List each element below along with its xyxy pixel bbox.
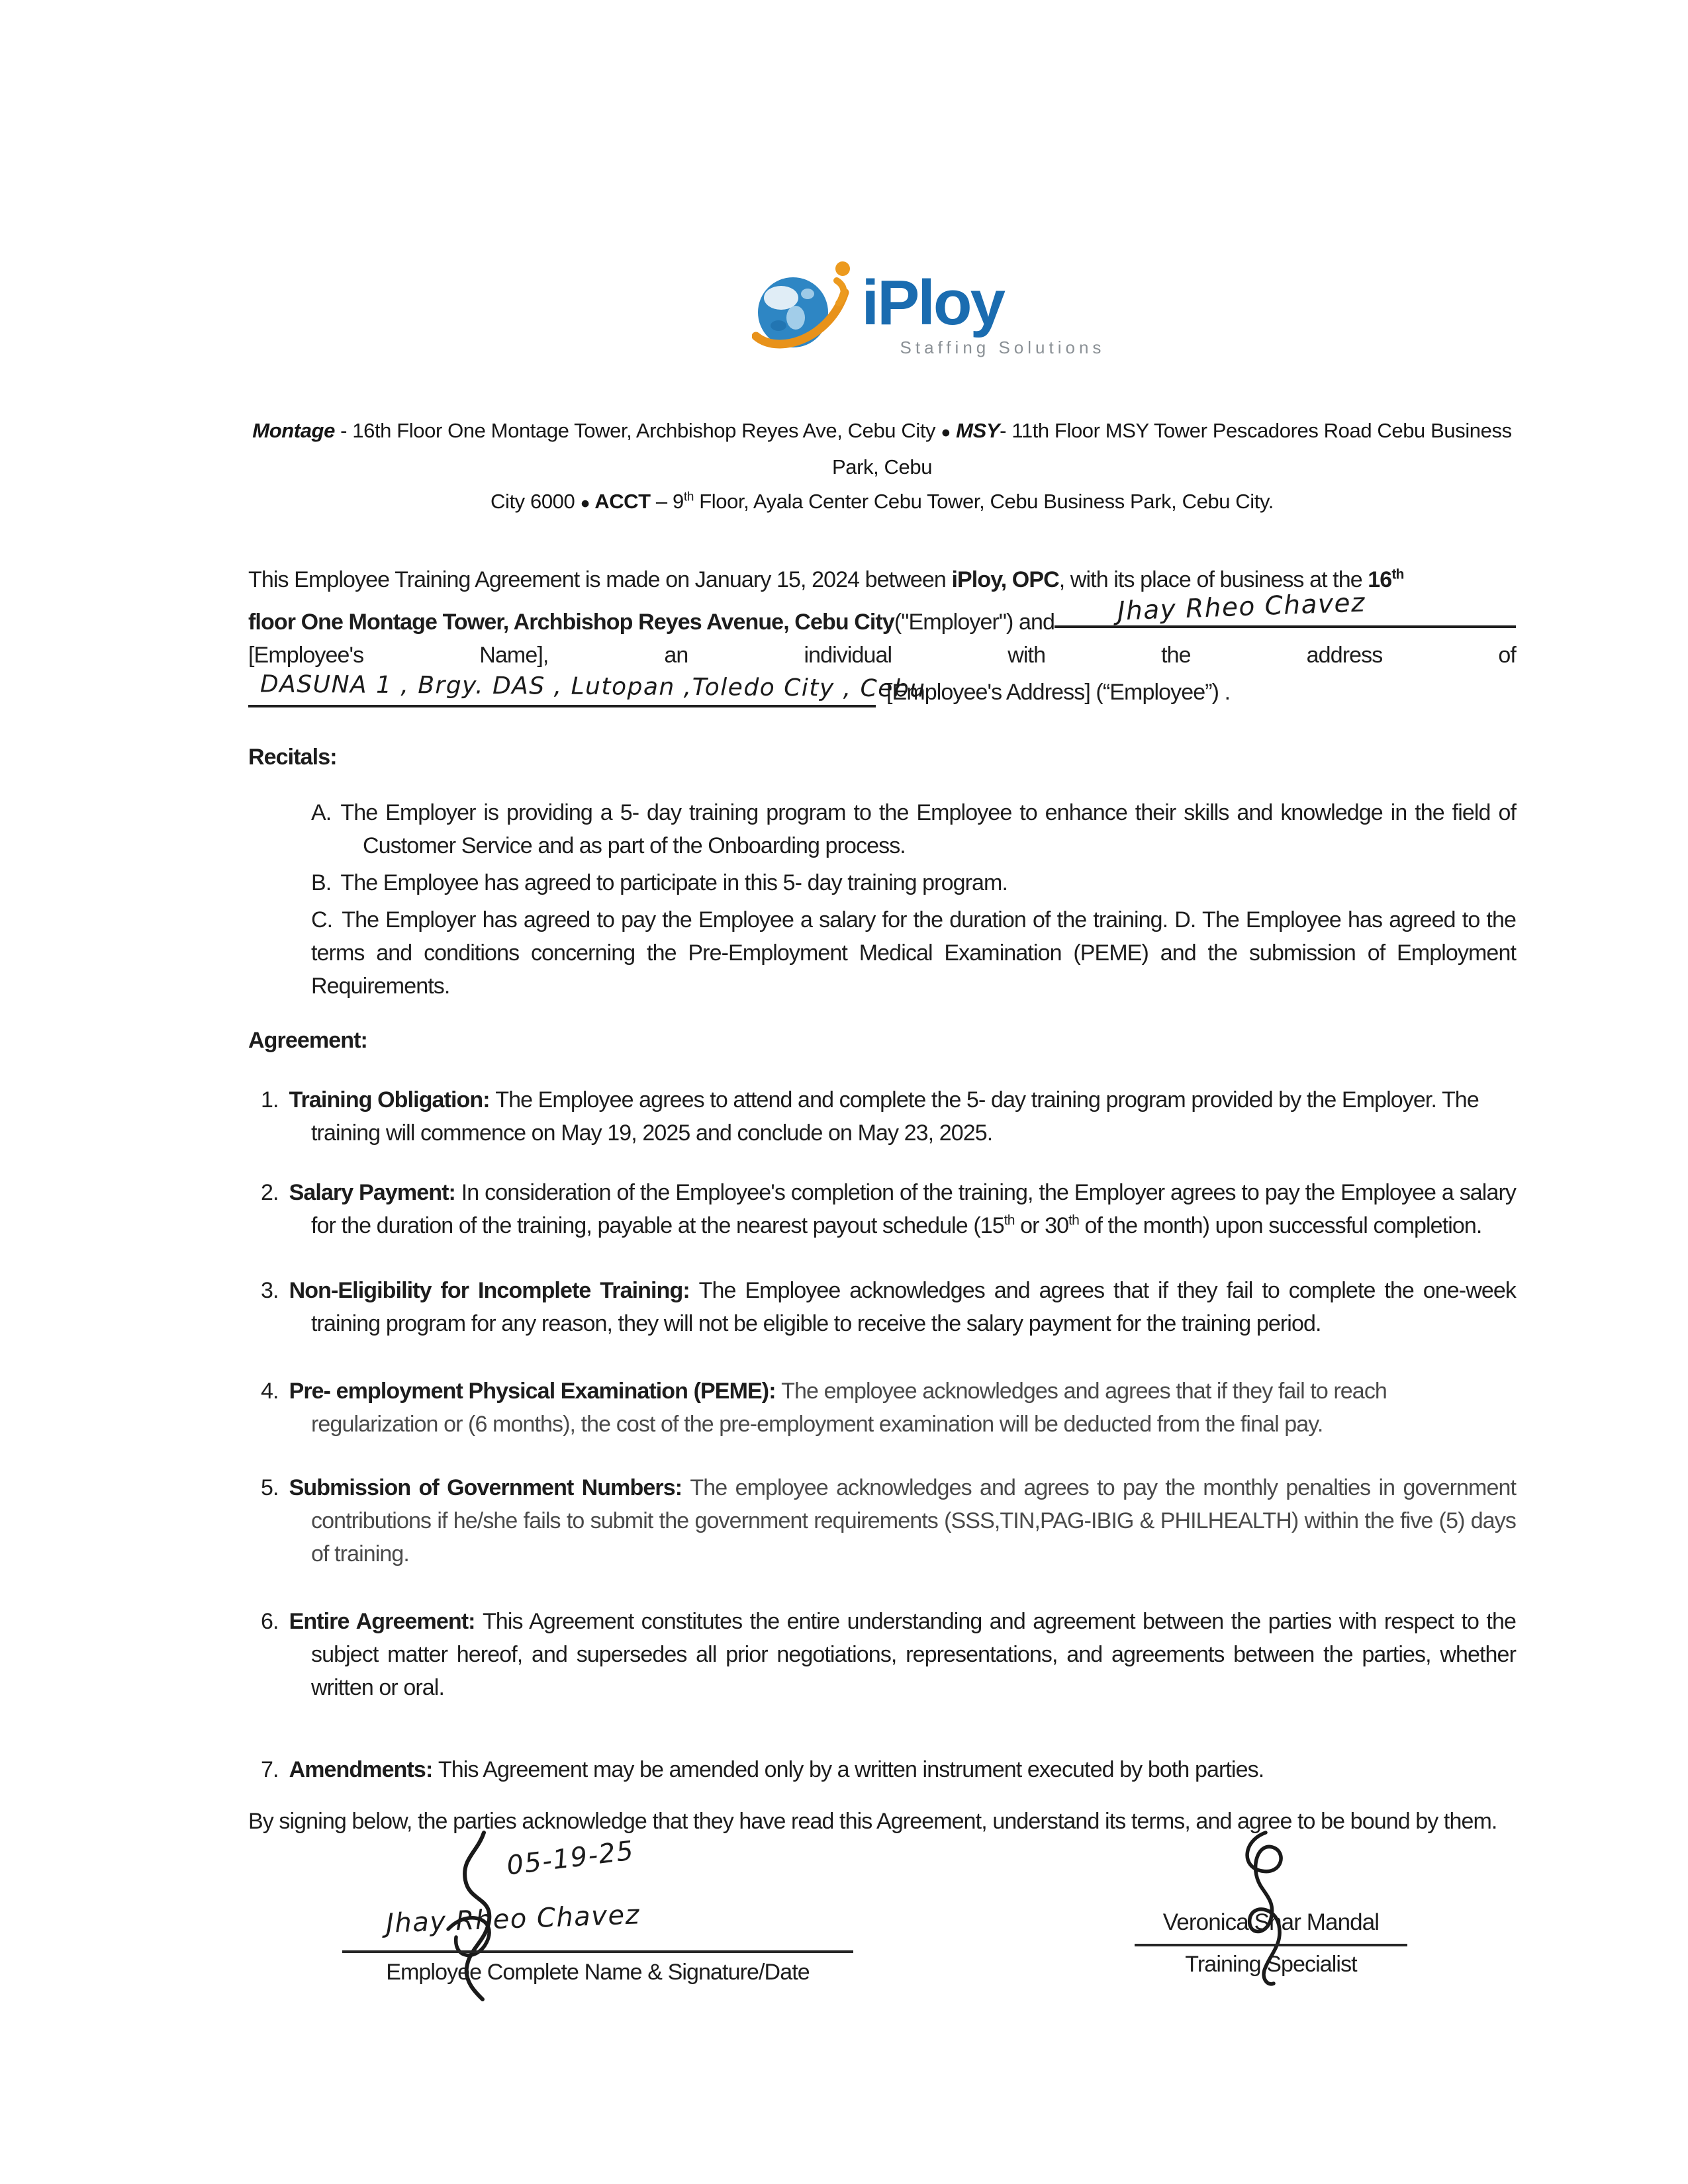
address-line-1 <box>248 414 1516 484</box>
handwritten-employee-address: DASUNA 1 , Brgy. DAS , Lutopan ,Toledo City , Cebu <box>259 670 926 703</box>
item-body: The employee acknowledges and agrees that if they fail to reach regularization or (6 months), the cost of the pre-employment examination will be deducted from the final pay. <box>311 1379 1387 1437</box>
intro-line-3 <box>248 639 1516 672</box>
recitals-heading: Recitals: <box>248 745 337 770</box>
item-title: Non-Eligibility for Incomplete Training <box>289 1278 683 1303</box>
agreement-item-3 <box>248 1274 1516 1340</box>
recital-label: A. <box>311 800 332 825</box>
intro-spread-word: [Employee's <box>248 643 364 668</box>
recitals-list <box>248 796 1516 1003</box>
intro-text: [Employee's Address] (“Employee”) . <box>886 680 1231 705</box>
item-body: of the month) upon successful completion. <box>1078 1213 1482 1238</box>
item-separator: : <box>675 1475 690 1500</box>
recital-text: The Employee has agreed to participate in this 5- day training program. <box>340 870 1008 895</box>
item-body: The Employee agrees to attend and complete the 5- day training program provided by the Employer. The training will commence on May 19, 2025 and conclude on May 23, 2025. <box>311 1087 1479 1146</box>
logo-row <box>248 259 1516 358</box>
item-number: 3. <box>261 1278 279 1303</box>
item-number: 5. <box>261 1475 279 1500</box>
closing-paragraph: By signing below, the parties acknowledge that they have read this Agreement, understand its terms, and agree to be bound by them. <box>248 1809 1497 1834</box>
company-signature-block <box>1131 1839 1411 2011</box>
item-separator: : <box>425 1757 438 1782</box>
agreement-item-1 <box>248 1083 1516 1150</box>
item-body: The Employee acknowledges and agrees that if they fail to complete the one-week training program for any reason, they will not be eligible to receive the salary payment for the training period. <box>311 1278 1517 1336</box>
agreement-item-6 <box>248 1605 1516 1704</box>
item-title: Amendments <box>289 1757 426 1782</box>
address-text: - 16th Floor One Montage Tower, Archbishop Reyes Ave, Cebu City <box>334 419 941 442</box>
intro-text: This Employee Training Agreement is made on January 15, 2024 between <box>248 567 952 592</box>
employee-signature-block <box>342 1835 853 2011</box>
item-body: This Agreement constitutes the entire understanding and agreement between the parties with respect to the subject matter hereof, and supersedes all prior negotiations, representations, and agreements between the parties, whether written or oral. <box>311 1609 1516 1700</box>
intro-spread-word: with <box>1008 643 1046 668</box>
item-number: 1. <box>261 1087 279 1113</box>
item-title: Entire Agreement <box>289 1609 469 1634</box>
employee-name-field <box>1055 588 1516 629</box>
address-line-2 <box>248 484 1516 521</box>
ordinal-superscript: th <box>1004 1212 1015 1228</box>
address-text: Cebu <box>884 455 933 478</box>
specialist-caption: Training Specialist <box>1185 1952 1357 1977</box>
item-body: This Agreement may be amended only by a written instrument executed by both parties. <box>438 1757 1264 1782</box>
item-body: or 30 <box>1014 1213 1069 1238</box>
ordinal-superscript: th <box>683 490 694 504</box>
item-separator: : <box>483 1087 496 1113</box>
intro-text: , with its place of business at the <box>1058 567 1368 592</box>
recital-item-a <box>311 796 1516 862</box>
address-text: Floor, Ayala Center Cebu Tower, Cebu Business Park, Cebu City. <box>694 490 1274 513</box>
item-separator: : <box>769 1379 782 1404</box>
intro-spread-word: the <box>1161 643 1191 668</box>
intro-spread-word: individual <box>804 643 892 668</box>
intro-line-2 <box>248 588 1516 639</box>
iploy-logo <box>752 259 1105 358</box>
address-text: City 6000 <box>490 490 581 513</box>
signature-section <box>248 1835 1516 2038</box>
agreement-item-4 <box>248 1375 1516 1441</box>
item-title: Submission of Government Numbers <box>289 1475 675 1500</box>
brand-name: iPloy <box>861 267 1004 338</box>
recital-label: C. <box>311 907 333 933</box>
ordinal-superscript: th <box>1391 567 1404 582</box>
handwritten-employee-name: Jhay Rheo Chavez <box>1117 588 1366 627</box>
intro-text: ("Employer") and <box>894 610 1055 635</box>
intro-paragraph <box>248 563 1516 709</box>
agreement-item-7 <box>248 1753 1516 1786</box>
agreement-heading: Agreement: <box>248 1028 367 1053</box>
employee-signature-caption: Employee Complete Name & Signature/Date <box>386 1960 810 1985</box>
intro-spread-word: Name], <box>479 643 549 668</box>
acct-label: ACCT <box>590 490 651 513</box>
document-content <box>248 0 1516 2038</box>
item-number: 4. <box>261 1379 279 1404</box>
item-number: 6. <box>261 1609 279 1634</box>
intro-spread-word: an <box>664 643 688 668</box>
intro-spread-word: of <box>1498 643 1516 668</box>
recital-text: The Employer has agreed to pay the Employee a salary for the duration of the training. D. The Employee has agreed to the terms and conditions concerning the Pre-Employment Medical Examination (PEME) and the submission of Employment Requirements. <box>311 907 1516 999</box>
item-body: In consideration of the Employee's completion of the training, the Employer agrees to pay the Employee a salary for the duration of the training, payable at the nearest payout schedule (15 <box>311 1180 1516 1238</box>
address-bold: floor One Montage Tower, Archbishop Reyes Avenue, Cebu City <box>248 610 894 635</box>
item-title: Pre- employment Physical Examination (PEME) <box>289 1379 769 1404</box>
item-separator: : <box>682 1278 699 1303</box>
handwritten-date: 05-19-25 <box>504 1835 636 1882</box>
bullet-separator: ● <box>580 494 590 512</box>
floor-number-bold: 16 <box>1368 567 1392 592</box>
recital-text: The Employer is providing a 5- day training program to the Employee to enhance their skills and knowledge in the field of Customer Service and as part of the Onboarding process. <box>340 800 1516 858</box>
recital-item-b <box>311 866 1516 899</box>
montage-label: Montage <box>252 419 335 442</box>
intro-line-4 <box>248 672 1516 709</box>
item-body: The employee acknowledges and agrees to pay the monthly penalties in government contributions if he/she fails to submit the government requirements (SSS,TIN,PAG-IBIG & PHILHEALTH) within the five (5) days of training. <box>311 1475 1517 1567</box>
agreement-item-2 <box>248 1176 1516 1242</box>
specialist-name: Veronica Shar Mandal <box>1162 1909 1380 1935</box>
employee-signature-line <box>342 1950 853 1953</box>
company-name-bold: iPloy, OPC <box>951 567 1059 592</box>
recital-label: B. <box>311 870 332 895</box>
specialist-signature-line <box>1135 1944 1407 1946</box>
recital-item-c <box>311 903 1516 1003</box>
intro-spread-word: address <box>1306 643 1383 668</box>
globe-swoosh-icon <box>752 259 858 352</box>
item-number: 7. <box>261 1757 279 1782</box>
item-title: Salary Payment <box>289 1180 449 1205</box>
ordinal-superscript: th <box>1068 1212 1079 1228</box>
msy-label: MSY <box>950 419 1000 442</box>
brand-text-block <box>861 267 1105 358</box>
agreement-item-5 <box>248 1471 1516 1570</box>
item-title: Training Obligation <box>289 1087 483 1113</box>
item-separator: : <box>448 1180 461 1205</box>
item-separator: : <box>468 1609 483 1634</box>
bullet-separator: ● <box>941 424 951 441</box>
address-text: – 9 <box>650 490 684 513</box>
brand-tagline: Staffing Solutions <box>900 338 1105 357</box>
address-text: - 11th Floor MSY Tower Pescadores Road Cebu Business Park, <box>831 419 1512 478</box>
item-number: 2. <box>261 1180 279 1205</box>
fill-in-line <box>248 705 876 707</box>
handwritten-signature-name: Jhay Rheo Chavez <box>385 1899 641 1939</box>
employee-address-field <box>248 670 926 709</box>
office-address-block <box>248 414 1516 521</box>
